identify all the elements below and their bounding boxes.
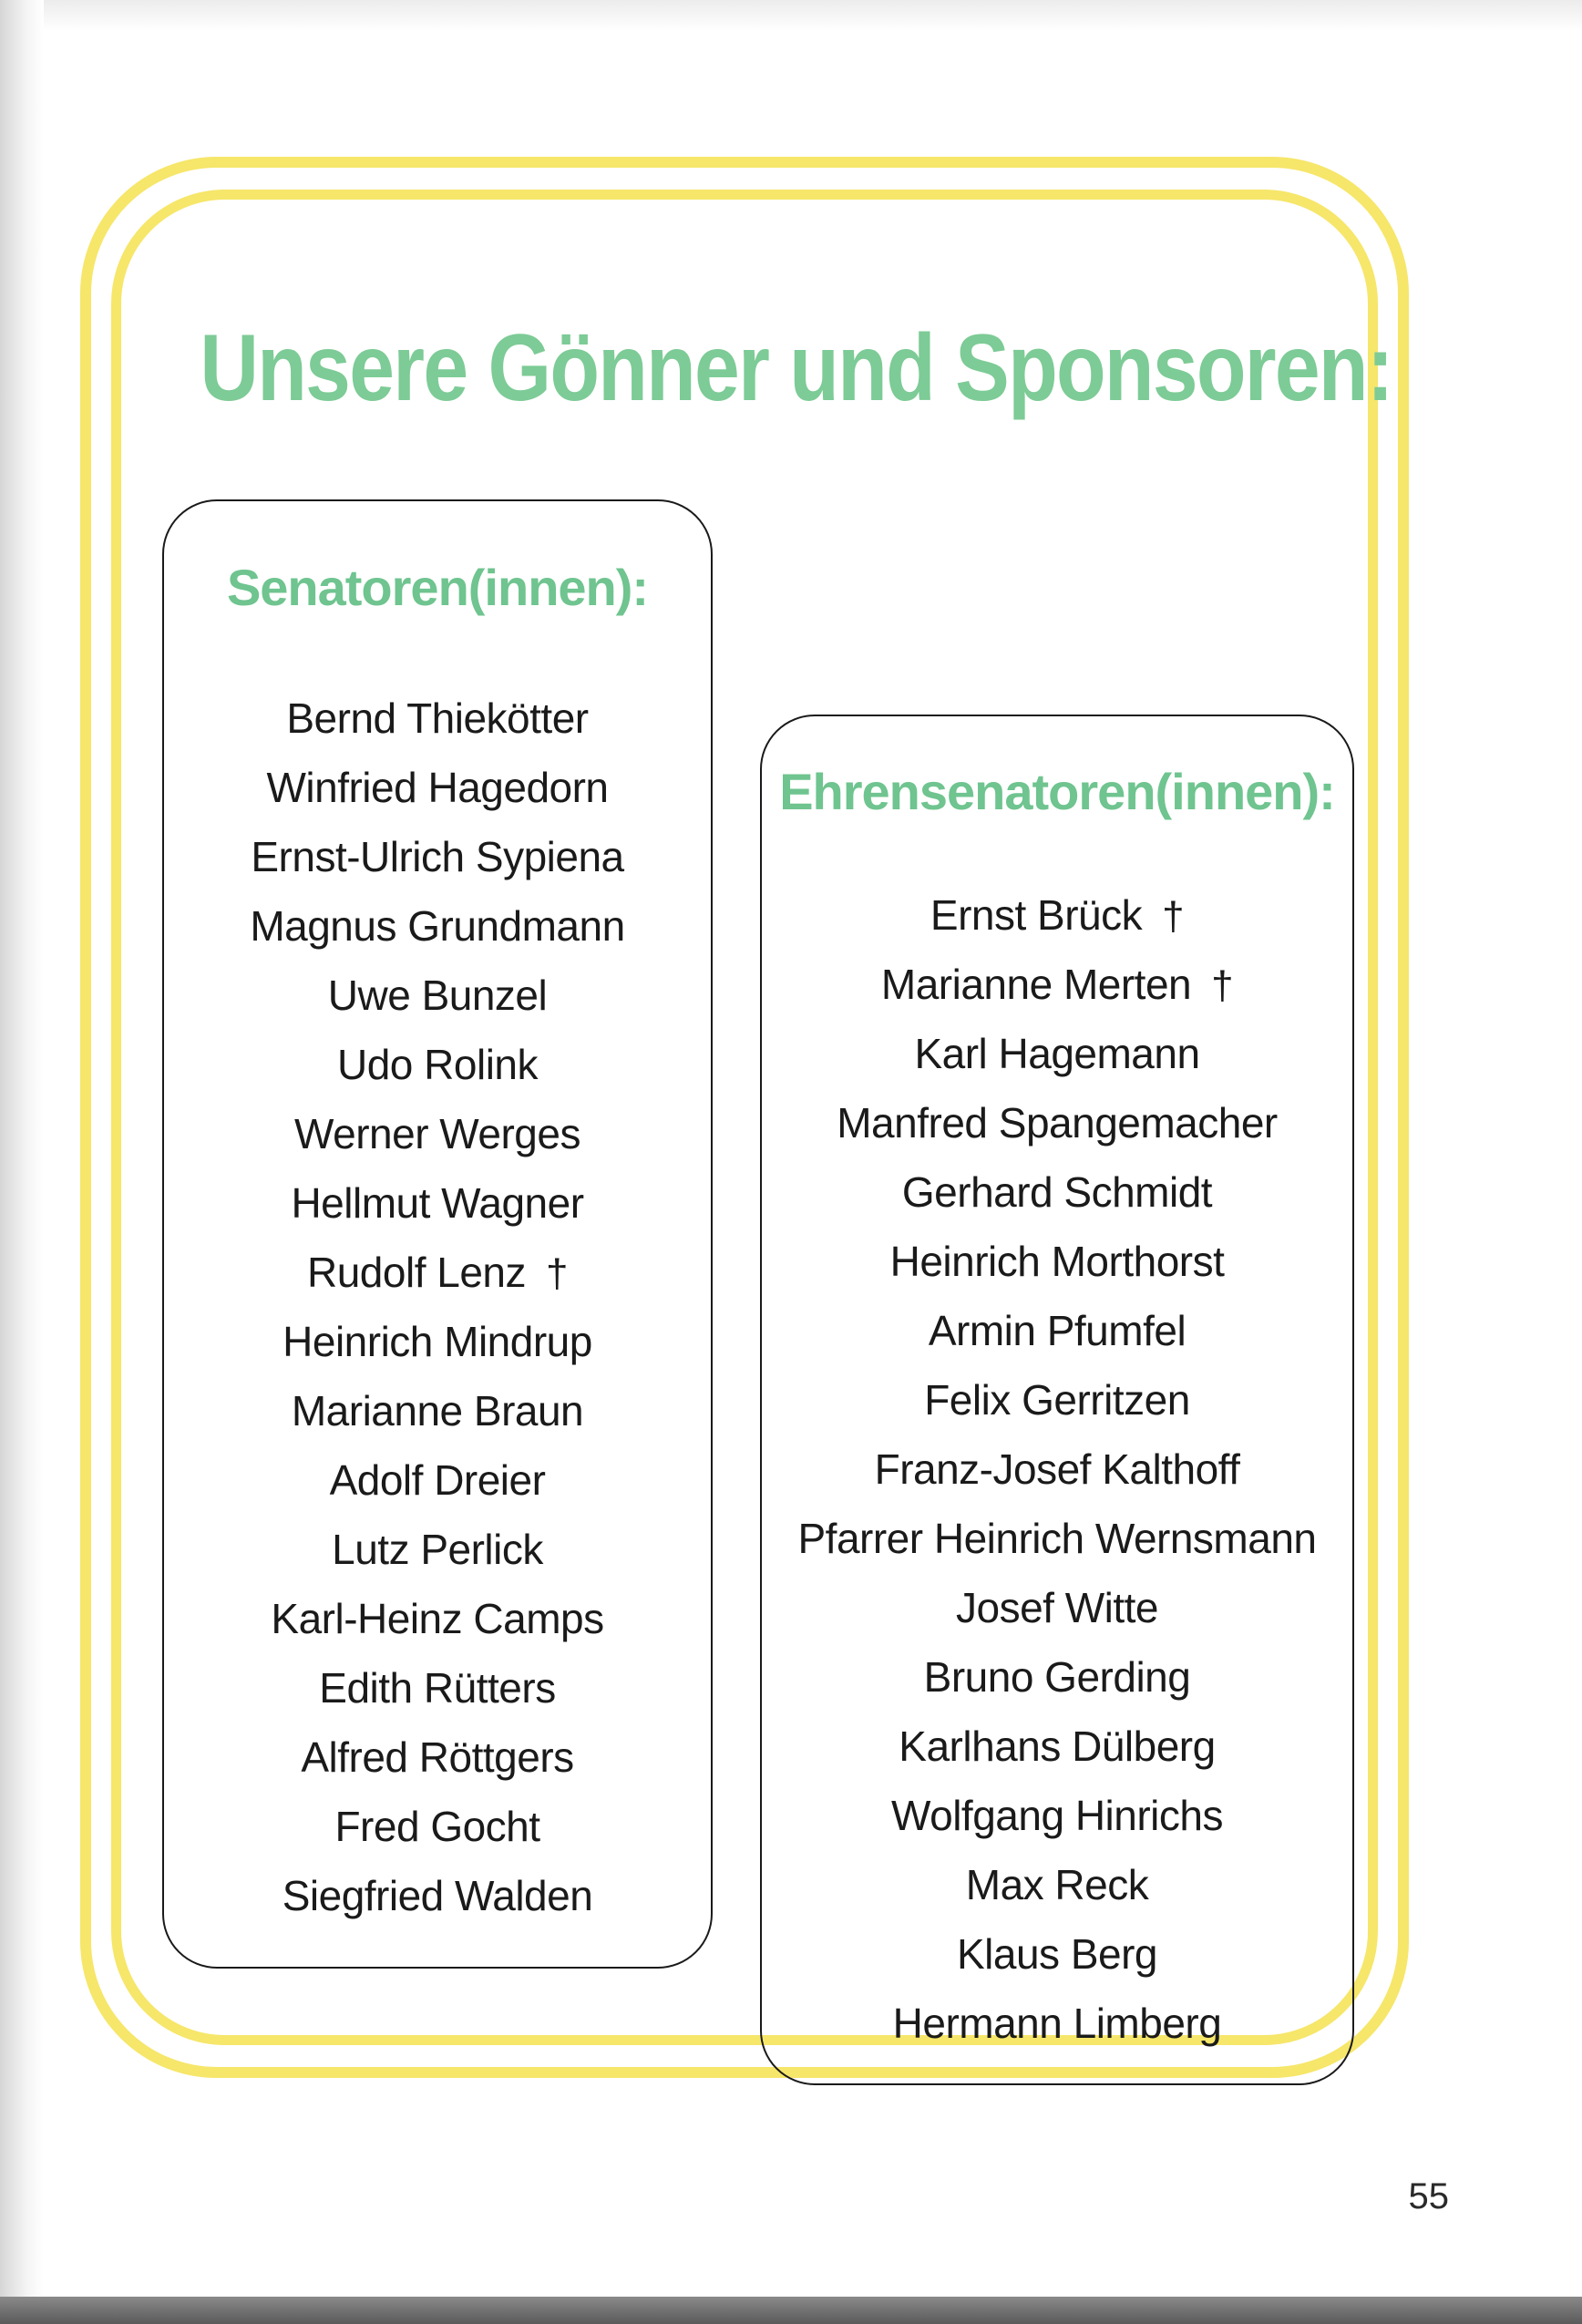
senatoren-name-item [164,1792,711,1861]
senatoren-name-text: Bernd Thiekötter [286,694,589,742]
senatoren-name-item [164,1376,711,1445]
ehrensenatoren-name-text: Hermann Limberg [892,2000,1222,2047]
senatoren-name-text: Magnus Grundmann [250,902,625,950]
senatoren-name-text: Uwe Bunzel [327,972,548,1019]
ehrensenatoren-name-text: Klaus Berg [956,1930,1157,1978]
ehrensenatoren-name-text: Armin Pfumfel [928,1307,1186,1354]
senatoren-name-text: Hellmut Wagner [291,1179,584,1227]
ehrensenatoren-name-text: Karlhans Dülberg [899,1722,1216,1770]
ehrensenatoren-heading: Ehrensenatoren(innen): [779,763,1335,820]
senatoren-name-text: Adolf Dreier [329,1456,546,1504]
senatoren-name-item [164,1238,711,1307]
senatoren-name-text: Marianne Braun [291,1387,584,1435]
ehrensenatoren-name-item [762,1850,1352,1919]
senatoren-name-text: Werner Werges [294,1110,580,1157]
senatoren-name-text: Karl-Heinz Camps [271,1595,604,1642]
ehrensenatoren-name-text: Max Reck [965,1861,1149,1908]
ehrensenatoren-name-text: Karl Hagemann [914,1030,1200,1077]
scan-binding-shadow [0,0,44,2324]
senatoren-name-text: Heinrich Mindrup [282,1318,592,1365]
ehrensenatoren-name-item [762,1919,1352,1989]
senatoren-name-item [164,891,711,961]
senatoren-name-item [164,1722,711,1792]
ehrensenatoren-name-text: Manfred Spangemacher [837,1099,1278,1147]
dagger-icon: † [546,1251,568,1296]
ehrensenatoren-name-item [762,880,1352,950]
senatoren-name-item [164,1653,711,1722]
ehrensenatoren-box [760,715,1354,2085]
dagger-icon: † [1162,894,1185,939]
senatoren-name-text: Udo Rolink [337,1041,538,1088]
ehrensenatoren-name-item [762,1989,1352,2058]
ehrensenatoren-name-item [762,1642,1352,1712]
senatoren-name-item [164,1861,711,1930]
ehrensenatoren-name-text: Felix Gerritzen [924,1376,1190,1424]
senatoren-list [164,684,711,1930]
senatoren-name-item [164,822,711,891]
senatoren-name-text: Rudolf Lenz [307,1249,526,1296]
senatoren-name-text: Ernst-Ulrich Sypiena [251,833,624,880]
senatoren-name-item [164,1515,711,1584]
senatoren-name-item [164,684,711,753]
ehrensenatoren-list [762,880,1352,2058]
senatoren-heading: Senatoren(innen): [226,559,649,616]
ehrensenatoren-name-text: Wolfgang Hinrichs [891,1792,1223,1839]
senatoren-name-text: Siegfried Walden [282,1872,593,1919]
senatoren-name-text: Fred Gocht [334,1803,540,1850]
senatoren-name-text: Edith Rütters [319,1664,556,1712]
ehrensenatoren-name-text: Bruno Gerding [923,1653,1191,1701]
scan-top-edge [0,0,1582,31]
ehrensenatoren-name-item [762,1435,1352,1504]
page-number: 55 [1408,2176,1449,2216]
senatoren-name-item [164,1584,711,1653]
ehrensenatoren-name-item [762,1573,1352,1642]
senatoren-name-item [164,1445,711,1515]
senatoren-name-item [164,1168,711,1238]
senatoren-name-item [164,1307,711,1376]
ehrensenatoren-name-item [762,1365,1352,1435]
ehrensenatoren-name-text: Pfarrer Heinrich Wernsmann [797,1515,1317,1562]
ehrensenatoren-name-item [762,1712,1352,1781]
ehrensenatoren-name-item [762,1296,1352,1365]
senatoren-name-text: Winfried Hagedorn [266,764,609,811]
ehrensenatoren-name-text: Ernst Brück [930,891,1143,939]
ehrensenatoren-name-item [762,1088,1352,1157]
senatoren-name-text: Alfred Röttgers [301,1733,574,1781]
ehrensenatoren-name-text: Josef Witte [955,1584,1158,1631]
ehrensenatoren-name-item [762,950,1352,1019]
senatoren-name-item [164,1099,711,1168]
ehrensenatoren-name-item [762,1019,1352,1088]
dagger-icon: † [1211,963,1234,1008]
page-title: Unsere Gönner und Sponsoren: [200,315,1392,421]
ehrensenatoren-name-item [762,1781,1352,1850]
scan-bottom-edge [0,2297,1582,2324]
ehrensenatoren-name-item [762,1504,1352,1573]
ehrensenatoren-name-text: Marianne Merten [880,961,1192,1008]
ehrensenatoren-name-item [762,1227,1352,1296]
senatoren-box [162,499,713,1969]
senatoren-name-item [164,753,711,822]
ehrensenatoren-name-text: Heinrich Morthorst [889,1238,1225,1285]
senatoren-name-text: Lutz Perlick [332,1526,543,1573]
senatoren-name-item [164,1030,711,1099]
senatoren-name-item [164,961,711,1030]
ehrensenatoren-name-text: Gerhard Schmidt [901,1168,1213,1216]
ehrensenatoren-name-text: Franz-Josef Kalthoff [874,1445,1240,1493]
ehrensenatoren-name-item [762,1157,1352,1227]
